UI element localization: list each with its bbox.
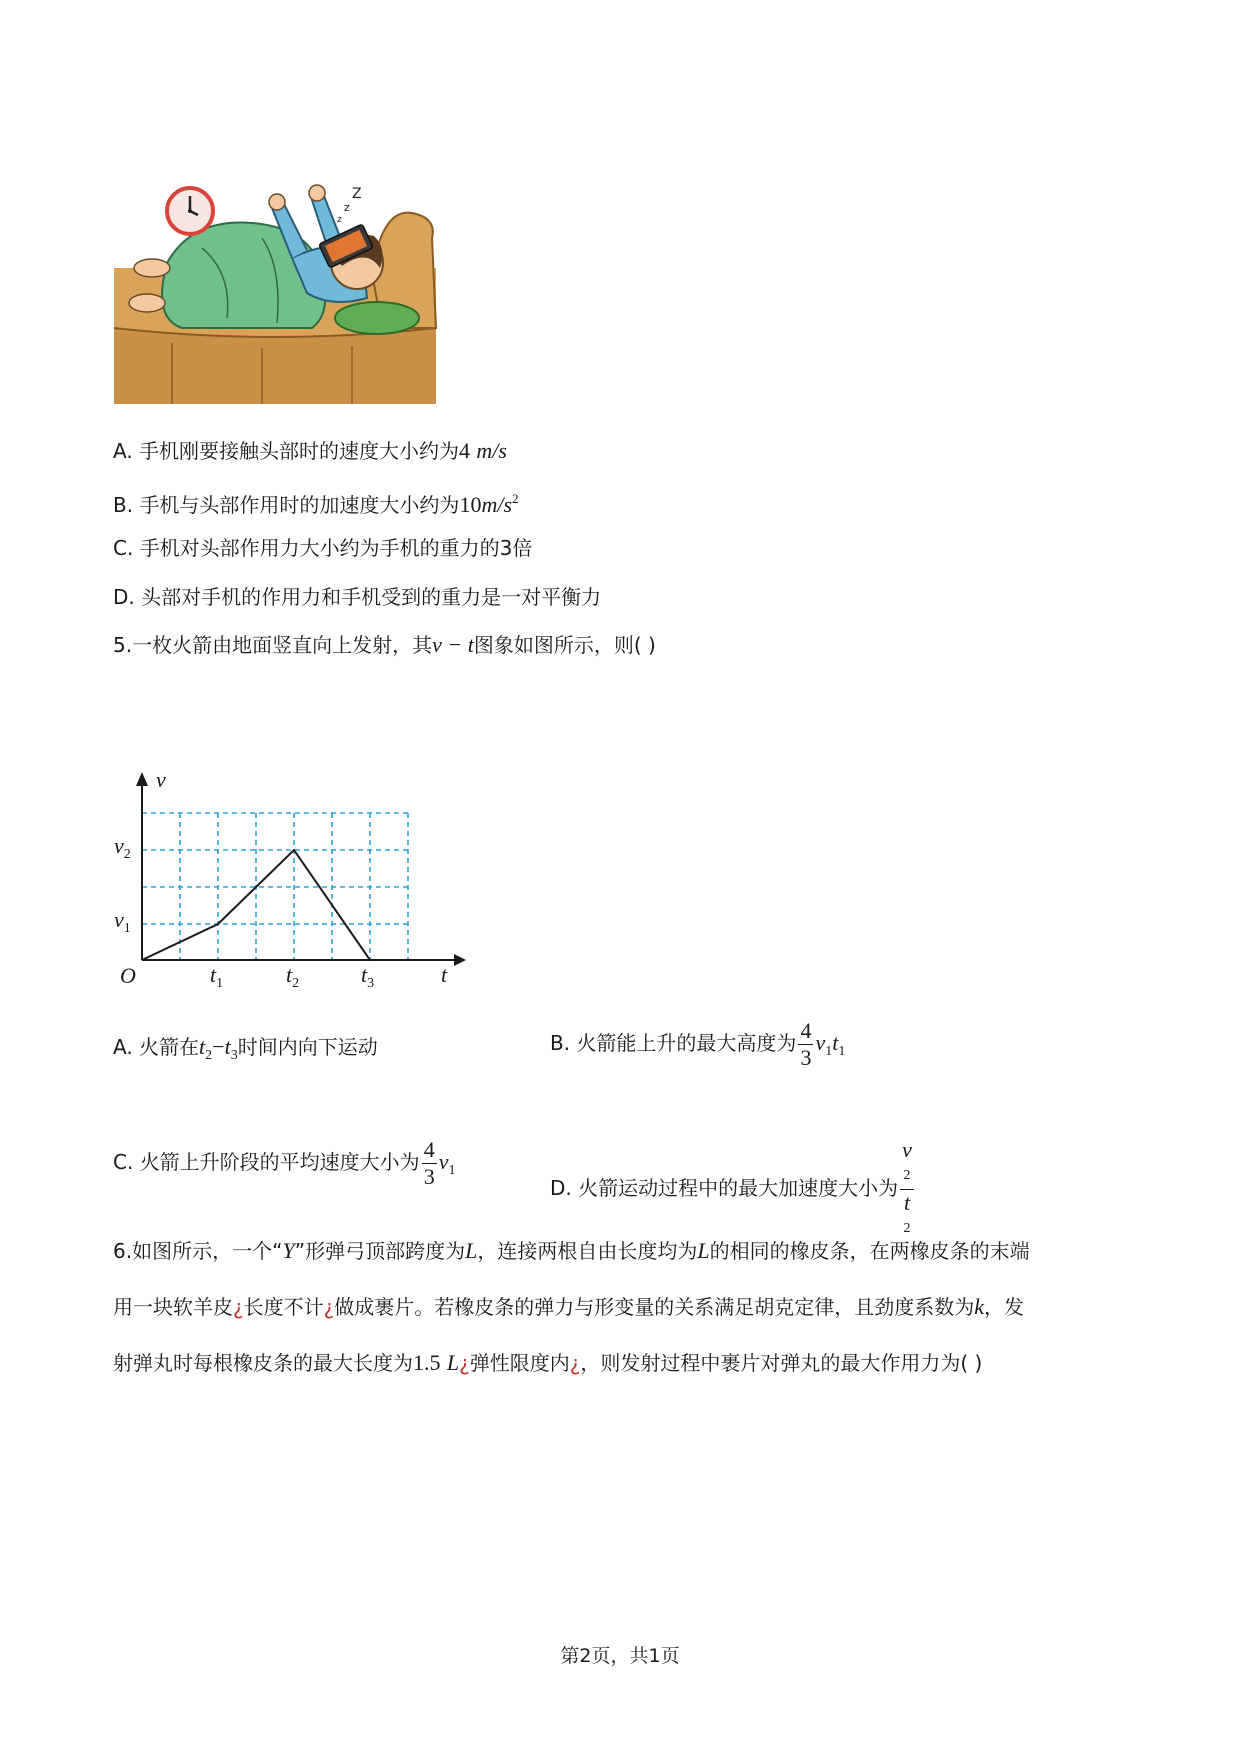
option-label: D. bbox=[113, 585, 135, 609]
q5-option-a: A. 火箭在$t_2-t_3$时间内向下运动 bbox=[113, 1034, 378, 1063]
q6-line-1: 6.如图所示，一个“Y”形弹弓顶部跨度为L，连接两根自由长度均为L的相同的橡皮条，在两橡皮条的末端 bbox=[113, 1238, 1030, 1263]
unit: m/s bbox=[476, 438, 507, 463]
q4-option-c bbox=[113, 534, 532, 562]
value: 10 bbox=[459, 492, 482, 517]
graph-axis-v-label: v bbox=[156, 767, 166, 792]
option-text: 手机对头部作用力大小约为手机的重力的3倍 bbox=[139, 536, 533, 560]
fraction: $\frac{4}{3}$ bbox=[800, 1018, 812, 1070]
graph-tick-t2: t2 bbox=[286, 962, 300, 991]
svg-text:Z: Z bbox=[352, 186, 362, 202]
svg-text:z: z bbox=[337, 215, 342, 225]
clock-icon bbox=[164, 185, 216, 237]
value: 4 bbox=[459, 438, 471, 463]
graph-tick-t1: t1 bbox=[210, 962, 224, 991]
q4-option-b bbox=[113, 485, 519, 519]
q6-line-2: 用一块软羊皮¿长度不计¿做成裹片。若橡皮条的弹力与形变量的关系满足胡克定律，且劲度系数为k，发 bbox=[113, 1294, 1025, 1319]
q4-option-a bbox=[113, 437, 507, 465]
option-label: A. bbox=[113, 439, 133, 463]
graph-tick-v1: v1 bbox=[114, 907, 131, 936]
option-text: 头部对手机的作用力和手机受到的重力是一对平衡力 bbox=[141, 585, 602, 609]
fraction: $\frac{4}{3}$ bbox=[423, 1137, 435, 1189]
graph-tick-v2: v2 bbox=[114, 833, 131, 862]
v-t-symbol: v − t bbox=[432, 632, 474, 657]
option-label: C. bbox=[113, 536, 134, 560]
graph-origin-label: O bbox=[120, 963, 136, 988]
q6-line-3: 射弹丸时每根橡皮条的最大长度为1.5 L¿弹性限度内¿，则发射过程中裹片对弹丸的最大作用力为( ) bbox=[113, 1350, 983, 1375]
illustration-sleeping-phone bbox=[112, 178, 442, 408]
q5-option-b: B. 火箭能上升的最大高度为 $\frac{4}{3}$ $v_1t_1$ bbox=[550, 1018, 846, 1070]
graph-axis-t-label: t bbox=[441, 962, 448, 987]
option-text: 手机与头部作用时的加速度大小约为 bbox=[139, 493, 460, 517]
option-text: 手机刚要接触头部时的速度大小约为 bbox=[139, 439, 460, 463]
fraction: v 2 t 2 bbox=[902, 1137, 912, 1236]
page-footer: 第2页，共1页 bbox=[560, 1645, 680, 1667]
unit-exponent: 2 bbox=[512, 491, 519, 506]
option-label: B. bbox=[113, 493, 134, 517]
graph-tick-t3: t3 bbox=[361, 962, 375, 991]
q5-stem: 5.一枚火箭由地面竖直向上发射，其v − t图象如图所示，则( ) bbox=[113, 632, 656, 657]
q5-option-d: D. 火箭运动过程中的最大加速度大小为 v 2 t 2 bbox=[550, 1137, 916, 1242]
q4-option-d bbox=[113, 583, 601, 611]
svg-text:z: z bbox=[344, 201, 350, 214]
q5-option-c: C. 火箭上升阶段的平均速度大小为 $\frac{4}{3}$ $v_1$ bbox=[113, 1137, 456, 1189]
unit: m/s bbox=[481, 492, 512, 517]
